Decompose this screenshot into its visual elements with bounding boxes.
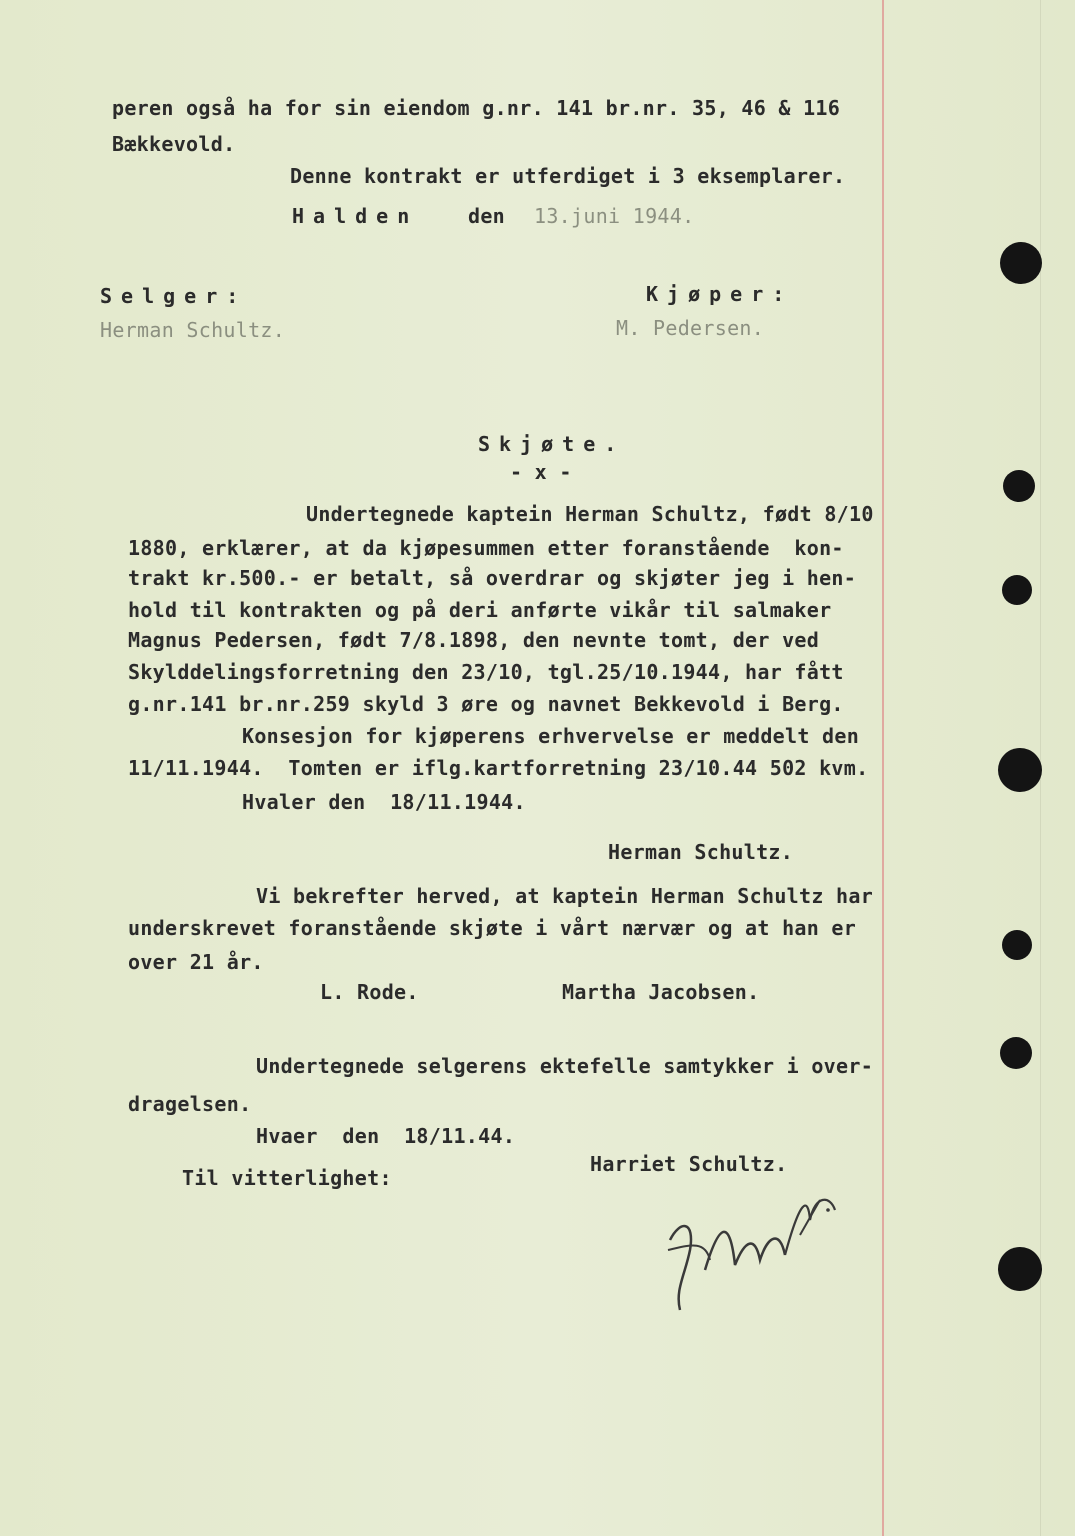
deed-line: Skylddelingsforretning den 23/10, tgl.25/10.1944, har fått [128, 660, 844, 684]
seller-name: Herman Schultz. [100, 318, 286, 342]
deed-line: 1880, erklærer, at da kjøpesummen etter foranstående kon- [128, 536, 844, 560]
deed-title: Skjøte. [478, 432, 626, 456]
punch-hole [1002, 575, 1032, 605]
punch-hole [1000, 242, 1042, 284]
seller-label: Selger: [100, 284, 248, 308]
deed-line: g.nr.141 br.nr.259 skyld 3 øre og navnet Bekkevold i Berg. [128, 692, 844, 716]
consent-line: Undertegnede selgerens ektefelle samtykker i over- [256, 1054, 874, 1078]
deed-separator: - x - [510, 460, 572, 484]
witness-line: over 21 år. [128, 950, 264, 974]
den-word: den [468, 204, 506, 228]
punch-hole [1003, 470, 1035, 502]
consent-signer: Harriet Schultz. [590, 1152, 788, 1176]
punch-hole [1002, 930, 1032, 960]
witness-line: underskrevet foranstående skjøte i vårt nærvær og at han er [128, 916, 857, 940]
handwritten-signature-icon [650, 1180, 870, 1320]
deed-line: trakt kr.500.- er betalt, så overdrar og skjøter jeg i hen- [128, 566, 857, 590]
deed-line: Konsesjon for kjøperens erhvervelse er meddelt den [242, 724, 860, 748]
deed-line: Undertegnede kaptein Herman Schultz, født 8/10 [306, 502, 874, 526]
punch-hole [1000, 1037, 1032, 1069]
place-halden: Halden [292, 204, 419, 228]
witness-signature-1: L. Rode. [320, 980, 419, 1004]
witness-label: Til vitterlighet: [182, 1166, 392, 1190]
deed-place-date: Hvaler den 18/11.1944. [242, 790, 526, 814]
text-line: Denne kontrakt er utferdiget i 3 eksemplarer. [290, 164, 846, 188]
contract-date: 13.juni 1944. [534, 204, 695, 228]
witness-line: Vi bekrefter herved, at kaptein Herman Schultz har [256, 884, 874, 908]
deed-signer: Herman Schultz. [608, 840, 794, 864]
text-line: Bækkevold. [112, 132, 236, 156]
punch-hole [998, 748, 1042, 792]
consent-line: dragelsen. [128, 1092, 252, 1116]
margin-rule [882, 0, 884, 1536]
punch-hole [998, 1247, 1042, 1291]
witness-signature-2: Martha Jacobsen. [562, 980, 760, 1004]
text-line: peren også ha for sin eiendom g.nr. 141 br.nr. 35, 46 & 116 [112, 96, 841, 120]
deed-line: hold til kontrakten og på deri anførte vikår til salmaker [128, 598, 832, 622]
deed-line: Magnus Pedersen, født 7/8.1898, den nevnte tomt, der ved [128, 628, 820, 652]
consent-place-date: Hvaer den 18/11.44. [256, 1124, 516, 1148]
buyer-name: M. Pedersen. [616, 316, 765, 340]
buyer-label: Kjøper: [646, 282, 794, 306]
deed-line: 11/11.1944. Tomten er iflg.kartforretning 23/10.44 502 kvm. [128, 756, 869, 780]
